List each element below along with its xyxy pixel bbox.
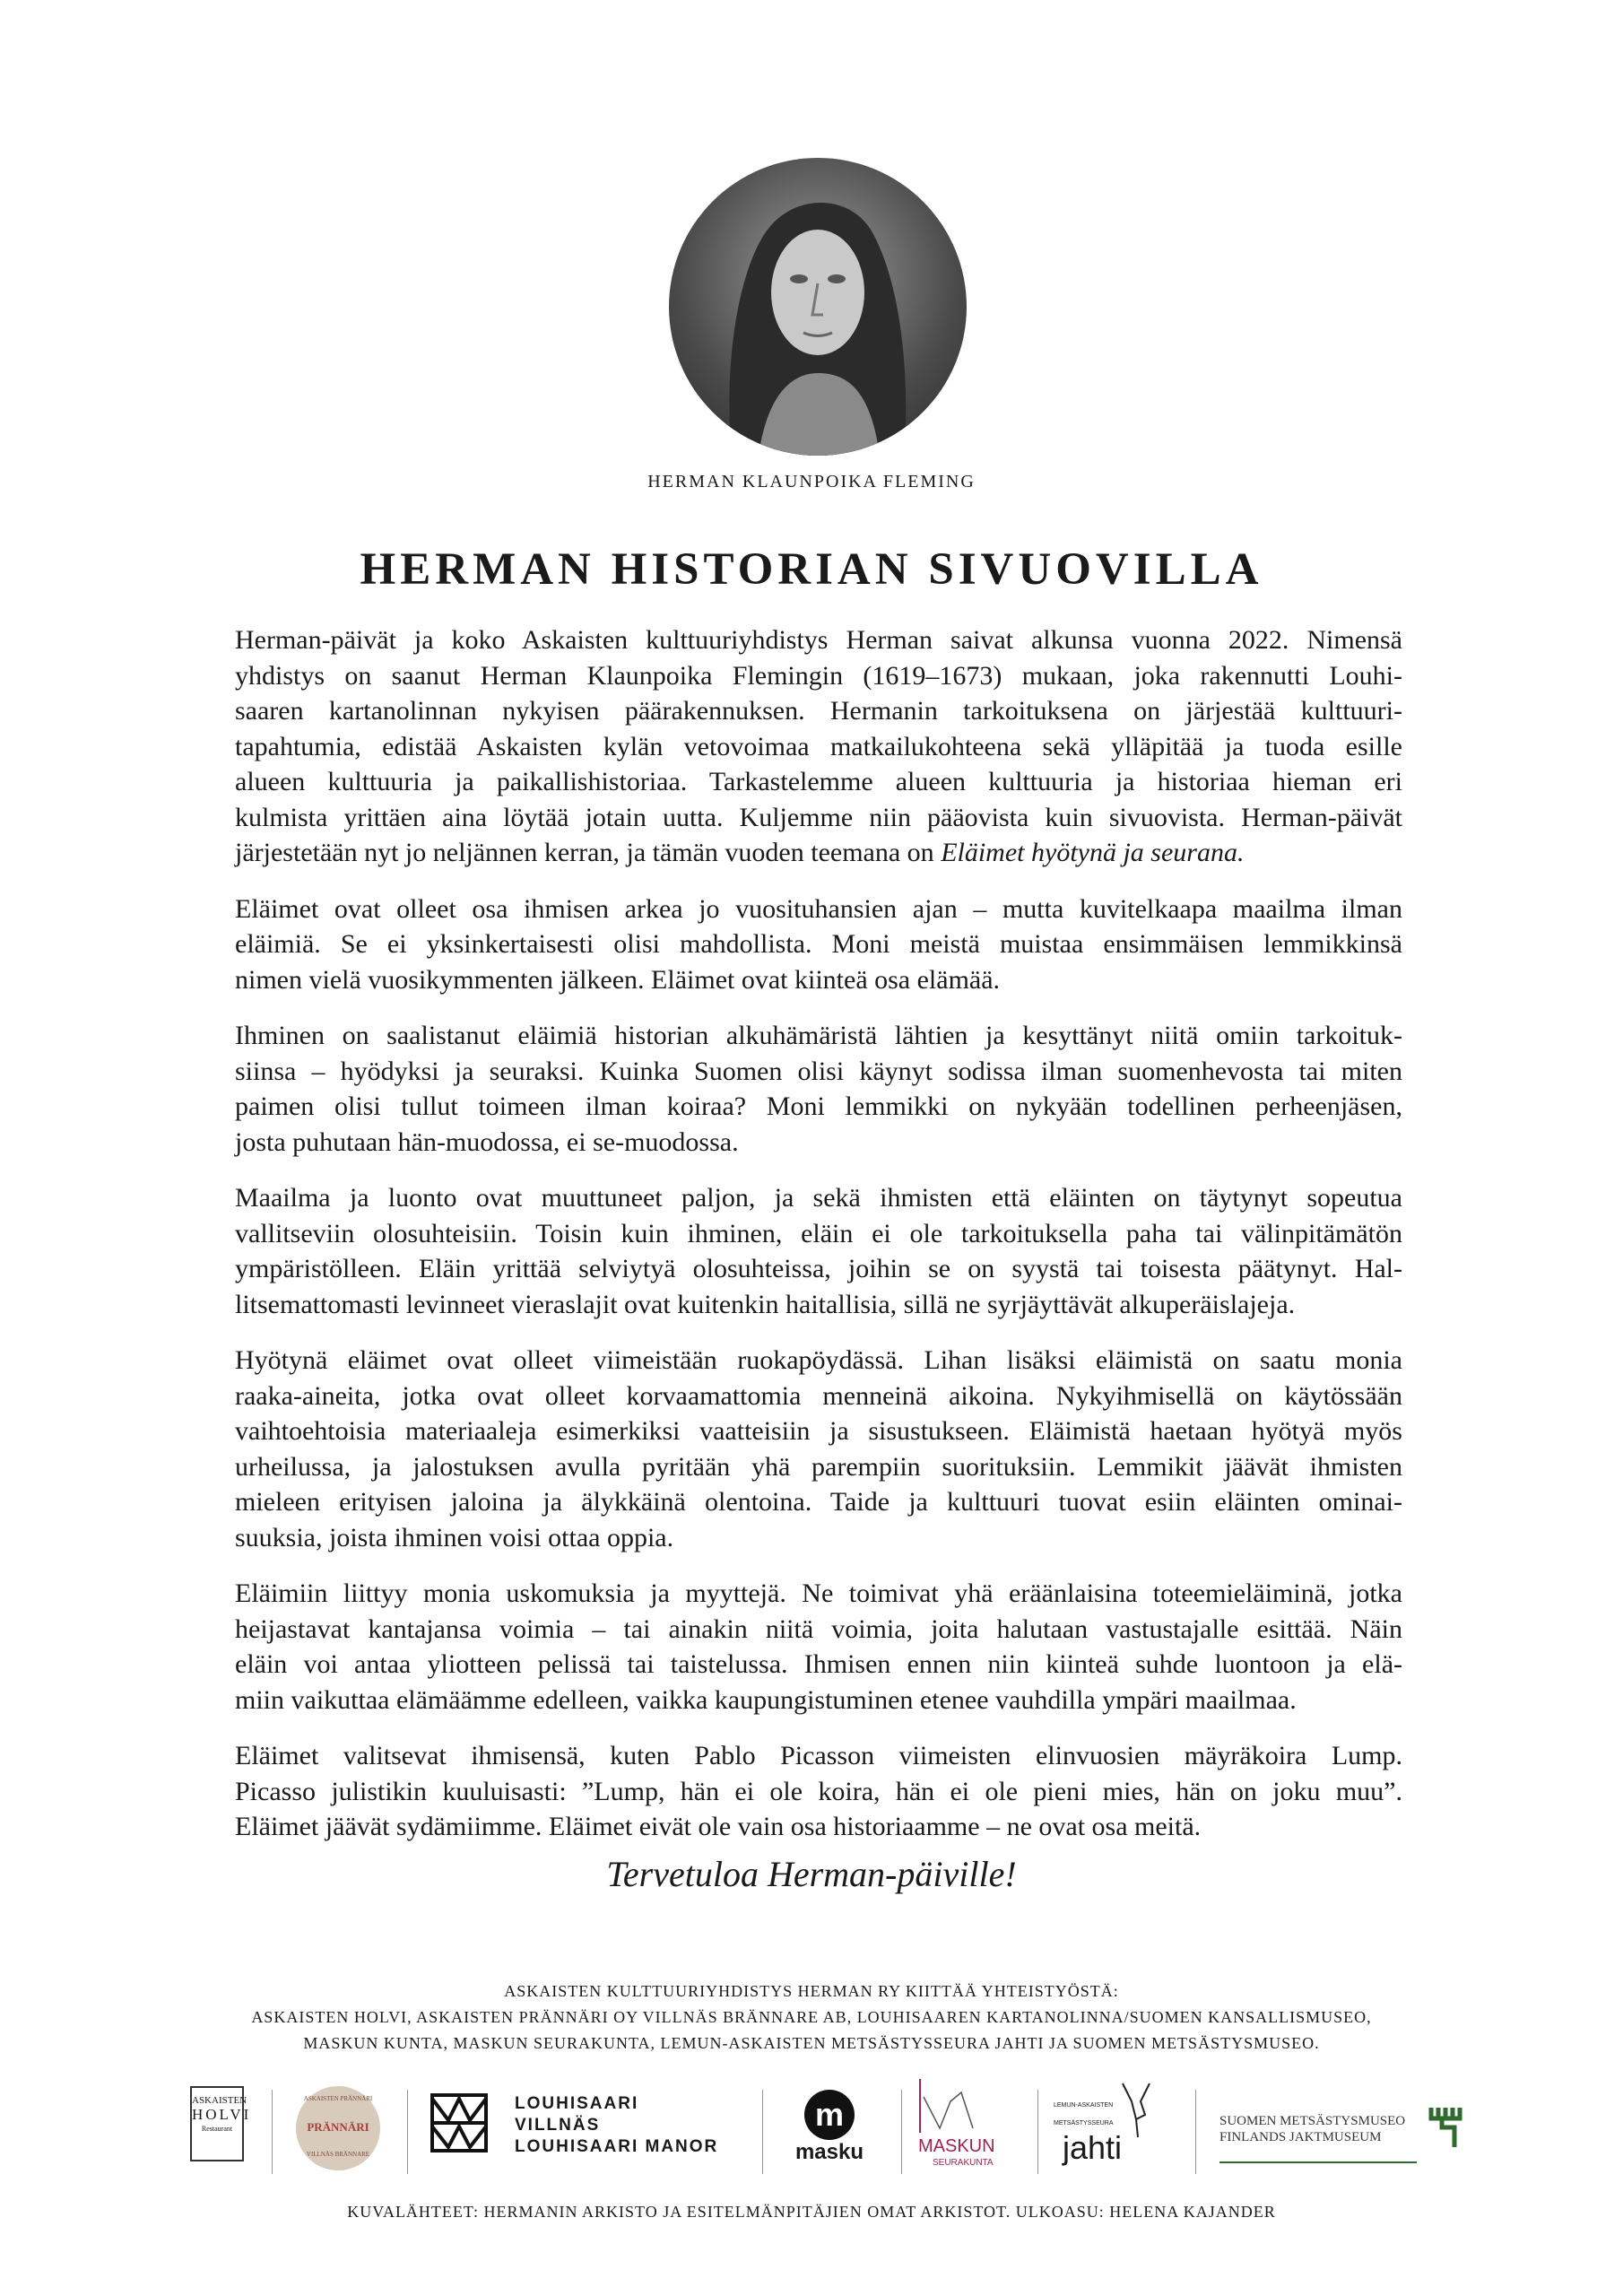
body-paragraph	[235, 891, 1402, 998]
paragraph-line	[235, 693, 1402, 729]
line-text: Herman-päivät ja koko Askaisten kulttuuriyhdistys Herman saivat alkunsa vuonna 2022. Nimensä	[235, 625, 1402, 655]
logo-suomen-metsastysmuseo: SUOMEN METSÄSTYSMUSEO FINLANDS JAKTMUSEUM	[1219, 2113, 1426, 2163]
paragraph-line	[235, 1089, 1402, 1125]
louhisaari-emblem-icon	[430, 2093, 488, 2152]
line-text: urheilussa, ja jalostuksen avulla pyritään yhä parempiin suorituksiin. Lemmikit jäävät ihmisten	[235, 1451, 1402, 1482]
deer-icon	[1118, 2079, 1154, 2142]
paragraph-line	[235, 926, 1402, 962]
divider	[272, 2090, 273, 2174]
divider	[901, 2090, 902, 2174]
paragraph-line	[235, 1251, 1402, 1287]
paragraph-line	[235, 1216, 1402, 1252]
paragraph-line	[235, 729, 1402, 765]
paragraph-line	[235, 1125, 1402, 1161]
portrait-caption: HERMAN KLAUNPOIKA FLEMING	[647, 472, 976, 491]
paragraph-line	[235, 1520, 1402, 1556]
article-body	[235, 622, 1402, 1866]
line-text: Ihminen on saalistanut eläimiä historian alkuhämäristä lähtien ja kesyttänyt niitä omiin tarkoituk-	[235, 1021, 1402, 1050]
paragraph-line	[235, 1576, 1402, 1612]
line-text: järjestetään nyt jo neljännen kerran, ja tämän vuoden teemana on	[235, 838, 942, 867]
thanks-partners-line: ASKAISTEN HOLVI, ASKAISTEN PRÄNNÄRI OY VILLNÄS BRÄNNARE AB, LOUHISAAREN KARTANOLINNA/SUOMEN KANSALLISMUSEO,	[251, 2008, 1372, 2026]
paragraph-line	[235, 1683, 1402, 1718]
thanks-section	[0, 1979, 1623, 2057]
paragraph-line	[235, 1809, 1402, 1845]
paragraph-line	[235, 1738, 1402, 1774]
museo-underline	[1219, 2161, 1417, 2163]
thanks-heading: ASKAISTEN KULTTUURIYHDISTYS HERMAN RY KIITTÄÄ YHTEISTYÖSTÄ:	[504, 1982, 1119, 2000]
line-text: Maailma ja luonto ovat muuttuneet paljon, ja sekä ihmisten että eläinten on täytynyt sopeutua	[235, 1183, 1402, 1213]
masku-emblem-icon: m	[804, 2090, 855, 2140]
line-text: ympäristölleen. Eläin yrittää selviytyä olosuhteissa, joihin se on syystä tai toisesta päätynyt. Hal-	[235, 1254, 1402, 1283]
line-text: miin vaikuttaa elämäämme edelleen, vaikka kaupungistuminen etenee vauhdilla ympäri maailmaa.	[235, 1684, 1297, 1715]
line-text: suuksia, joista ihminen voisi ottaa oppia.	[235, 1522, 674, 1552]
logo-askaisten-holvi: ASKAISTEN HOLVI Restaurant	[190, 2086, 244, 2161]
paragraph-line	[235, 835, 1402, 871]
paragraph-line	[235, 1612, 1402, 1648]
antler-icon	[1428, 2108, 1463, 2149]
paragraph-line	[235, 1054, 1402, 1090]
paragraph-line	[235, 658, 1402, 694]
logo-masku: m masku	[789, 2086, 870, 2165]
paragraph-line	[235, 764, 1402, 800]
line-text: Eläimiin liittyy monia uskomuksia ja myyttejä. Ne toimivat yhä eräänlaisina toteemieläiminä, jotka	[235, 1578, 1402, 1608]
paragraph-line	[235, 622, 1402, 658]
thanks-partners-line: MASKUN KUNTA, MASKUN SEURAKUNTA, LEMUN-ASKAISTEN METSÄSTYSSEURA JAHTI JA SUOMEN METSÄSTYSMUSEO.	[303, 2034, 1320, 2052]
paragraph-line	[235, 1647, 1402, 1683]
line-text: Eläimet valitsevat ihmisensä, kuten Pablo Picasson viimeisten elinvuosien mäyräkoira Lump.	[235, 1741, 1402, 1770]
line-text: Eläimet ovat olleet osa ihmisen arkea jo vuosituhansien ajan – mutta kuvitelkaapa maailma ilman	[235, 893, 1402, 924]
image-credits: KUVALÄHTEET: HERMANIN ARKISTO JA ESITELMÄNPITÄJIEN OMAT ARKISTOT. ULKOASU: HELENA KAJANDER	[347, 2203, 1276, 2221]
paragraph-line	[235, 1449, 1402, 1485]
body-paragraph	[235, 1576, 1402, 1718]
portrait-herman-fleming	[669, 158, 967, 456]
body-paragraph	[235, 1180, 1402, 1322]
divider	[1037, 2090, 1038, 2174]
body-paragraph	[235, 1343, 1402, 1555]
line-text: eläin voi antaa yliotteen pelissä tai taistelussa. Ihmisen ennen niin kiinteä suhde luontoon ja elä-	[235, 1649, 1402, 1679]
body-paragraph	[235, 1738, 1402, 1845]
line-text: paimen olisi tullut toimeen ilman koiraa? Moni lemmikki on nykyään todellinen perheenjäsen,	[235, 1091, 1402, 1121]
paragraph-line	[235, 1378, 1402, 1414]
line-text: Picasso julistikin kuuluisasti: ”Lump, hän ei ole koira, hän ei ole pieni mies, hän on joku muu”.	[235, 1776, 1402, 1806]
divider	[1195, 2090, 1196, 2174]
line-text: litsemattomasti levinneet vieraslajit ovat kuitenkin haitallisia, sillä ne syrjäyttävät alkuperäislajeja.	[235, 1289, 1296, 1319]
line-text: kulmista yrittäen aina löytää jotain uutta. Kuljemme niin pääovista kuin sivuovista. Herman-päivät	[235, 802, 1402, 832]
line-text: heijastavat kantajansa voimia – tai ainakin niitä voimia, joita halutaan vastustajalle esittää. Näin	[235, 1613, 1402, 1644]
line-text: saaren kartanolinnan nykyisen päärakennuksen. Hermanin tarkoituksena on järjestää kulttuuri-	[235, 696, 1402, 726]
line-text: raaka-aineita, jotka ovat olleet korvaamattomia menneinä aikoina. Nykyihmisellä on käytössään	[235, 1380, 1402, 1411]
page-title: HERMAN HISTORIAN SIVUOVILLA	[360, 544, 1263, 595]
line-text: Eläimet jäävät sydämiimme. Eläimet eivät ole vain osa historiaamme – ne ovat osa meitä.	[235, 1812, 1202, 1841]
line-text: mieleen erityisen jaloina ja älykkäinä olentoina. Taide ja kulttuuri tuovat esiin eläinten ominai-	[235, 1487, 1402, 1517]
divider	[407, 2090, 408, 2174]
divider	[762, 2090, 763, 2174]
line-text: nimen vielä vuosikymmenten jälkeen. Eläimet ovat kiinteä osa elämää.	[235, 964, 1001, 995]
paragraph-line	[235, 1484, 1402, 1520]
line-text: Hyötynä eläimet ovat olleet viimeistään ruokapöydässä. Lihan lisäksi eläimistä on saatu monia	[235, 1345, 1402, 1375]
line-text: vaihtoehtoisia materiaaleja esimerkiksi vaatteisiin ja sisustukseen. Eläimistä haetaan hyötyä myös	[235, 1416, 1402, 1446]
paragraph-line	[235, 1287, 1402, 1323]
partner-logos: ASKAISTEN HOLVI Restaurant ASKAISTEN PRÄNNÄRI PRÄNNÄRI VILLNÄS BRÄNNARE LOUHISAARI VILLNÄS LOUHISAARI MANOR m masku MASKUN SEURAKUNTA LEMUN-ASKAISTEN METSÄSTYSSEURA jahti SUOMEN METSÄSTYSMUSEO FINLANDS JAKTMUSEUM	[179, 2077, 1480, 2176]
body-paragraph	[235, 1018, 1402, 1160]
line-text: alueen kulttuuria ja paikallishistoriaa. Tarkastelemme alueen kulttuuria ja historiaa hieman eri	[235, 767, 1402, 796]
church-icon	[915, 2079, 995, 2133]
paragraph-line	[235, 891, 1402, 927]
paragraph-line	[235, 1180, 1402, 1216]
paragraph-line	[235, 800, 1402, 836]
line-text: siinsa – hyödyksi ja seuraksi. Kuinka Suomen olisi käynyt sodissa ilman suomenhevosta tai miten	[235, 1056, 1402, 1086]
theme-title: Eläimet hyötynä ja seurana.	[941, 838, 1245, 867]
line-text: yhdistys on saanut Herman Klaunpoika Flemingin (1619–1673) mukaan, joka rakennutti Louhi-	[235, 660, 1402, 691]
welcome-text: Tervetuloa Herman-päiville!	[606, 1854, 1017, 1894]
line-text: vallitseviin olosuhteisiin. Toisin kuin ihminen, eläin ei ole tarkoituksella paha tai välinpitämätön	[235, 1218, 1402, 1248]
paragraph-line	[235, 1018, 1402, 1054]
line-text: tapahtumia, edistää Askaisten kylän vetovoimaa matkailukohteena sekä ylläpitää ja tuoda esille	[235, 731, 1402, 761]
paragraph-line	[235, 962, 1402, 998]
paragraph-line	[235, 1343, 1402, 1378]
line-text: eläimiä. Se ei yksinkertaisesti olisi mahdollista. Moni meistä muistaa ensimmäisen lemmikkinsä	[235, 929, 1402, 959]
paragraph-line	[235, 1413, 1402, 1449]
body-paragraph	[235, 622, 1402, 871]
logo-askaisten-prannari: ASKAISTEN PRÄNNÄRI PRÄNNÄRI VILLNÄS BRÄNNARE	[296, 2086, 380, 2170]
paragraph-line	[235, 1774, 1402, 1810]
line-text: josta puhutaan hän-muodossa, ei se-muodossa.	[235, 1126, 739, 1157]
